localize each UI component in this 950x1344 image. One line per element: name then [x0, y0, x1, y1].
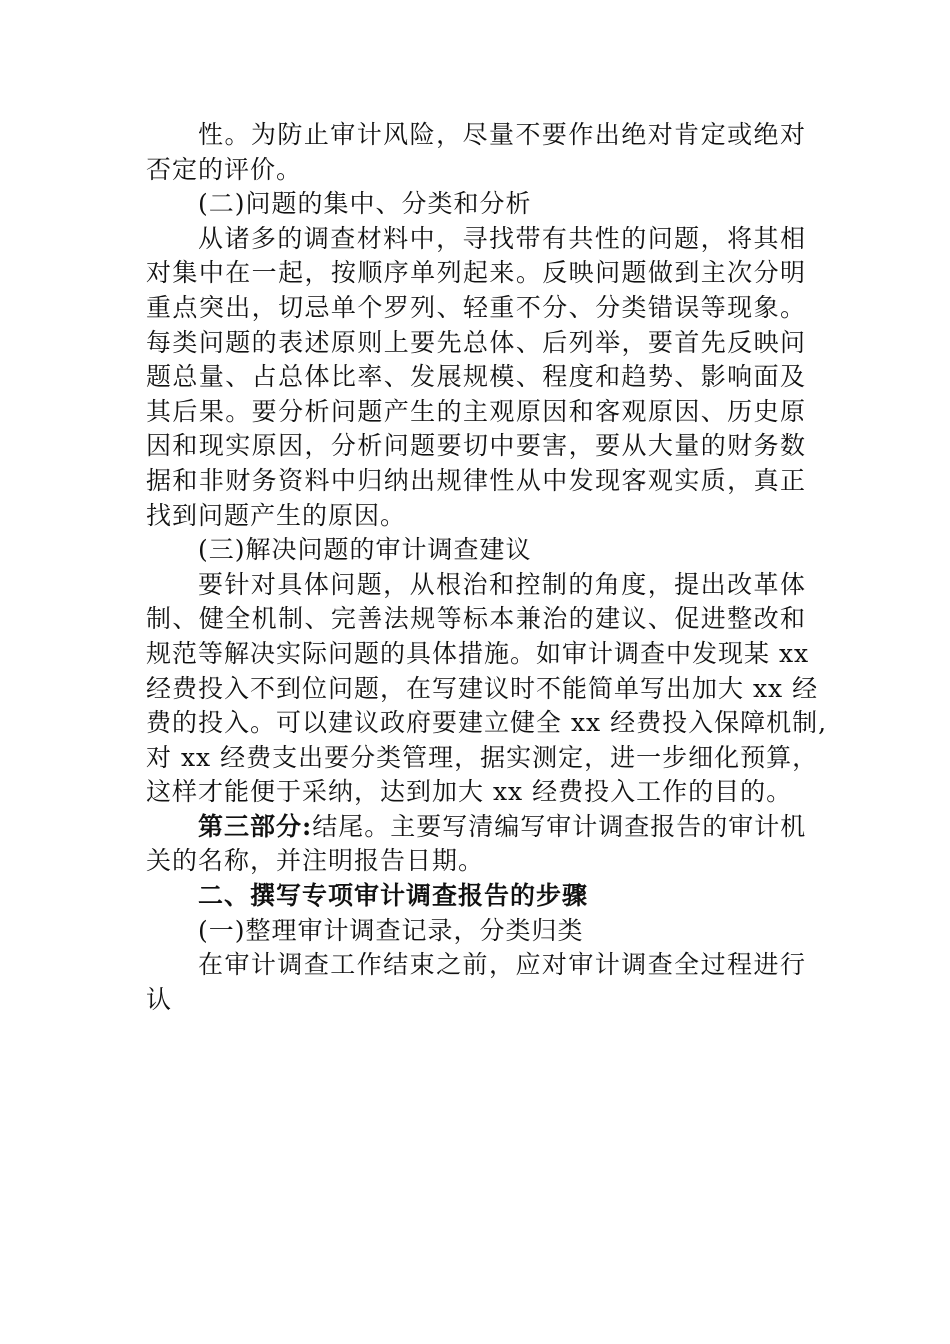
paragraph-suggestions	[146, 568, 828, 810]
text-line: 否定的评价。	[146, 154, 303, 184]
text-line: 制、健全机制、完善法规等标本兼治的建议、促进整改和	[146, 604, 806, 634]
text-line: 这样才能便于采纳，达到加大 xx 经费投入工作的目的。	[146, 777, 793, 807]
text-line: 其后果。要分析问题产生的主观原因和客观原因、历史原	[146, 396, 806, 426]
text-line: 每类问题的表述原则上要先总体、后列举，要首先反映问	[146, 327, 806, 357]
document-page	[146, 118, 828, 1017]
text-line: 从诸多的调查材料中，寻找带有共性的问题，将其相	[198, 223, 806, 253]
text-line: 据和非财务资料中归纳出规律性从中发现客观实质，真正	[146, 465, 806, 495]
part-three-label: 第三部分:	[198, 811, 313, 841]
part-three-text: 结尾。主要写清编写审计调查报告的审计机	[312, 811, 807, 841]
text-line: 对集中在一起，按顺序单列起来。反映问题做到主次分明	[146, 258, 806, 288]
text-line: 重点突出，切忌单个罗列、轻重不分、分类错误等现象。	[146, 292, 806, 322]
text-line: 题总量、占总体比率、发展规模、程度和趋势、影响面及	[146, 362, 806, 392]
section-heading-3: (三)解决问题的审计调查建议	[198, 535, 532, 565]
text-line: 经费投入不到位问题，在写建议时不能简单写出加大 xx 经	[146, 673, 819, 703]
text-line: 关的名称，并注明报告日期。	[146, 846, 485, 876]
text-line: 因和现实原因，分析问题要切中要害，要从大量的财务数	[146, 431, 806, 461]
text-line: 找到问题产生的原因。	[146, 500, 407, 530]
text-line: 对 xx 经费支出要分类管理，据实测定，进一步细化预算，	[146, 742, 819, 772]
text-line	[146, 810, 806, 845]
text-line: 性。为防止审计风险，尽量不要作出绝对肯定或绝对	[198, 120, 806, 149]
paragraph-problem-analysis	[146, 222, 806, 533]
paragraph-part-three	[146, 810, 806, 879]
text-line: 规范等解决实际问题的具体措施。如审计调查中发现某 xx	[146, 638, 810, 668]
paragraph-evaluation	[146, 118, 806, 187]
text-line: 在审计调查工作结束之前，应对审计调查全过程进行	[198, 950, 806, 980]
text-line: 费的投入。可以建议政府要建立健全 xx 经费投入保障机制,	[146, 708, 828, 738]
chapter-heading-2: 二、撰写专项审计调查报告的步骤	[198, 881, 589, 911]
text-line: 要针对具体问题，从根治和控制的角度，提出改革体	[198, 569, 806, 599]
text-line: 认	[146, 984, 173, 1014]
section-heading-2: (二)问题的集中、分类和分析	[198, 189, 532, 219]
paragraph-organize-records	[146, 948, 806, 1017]
section-heading-1: (一)整理审计调查记录，分类归类	[198, 915, 584, 945]
